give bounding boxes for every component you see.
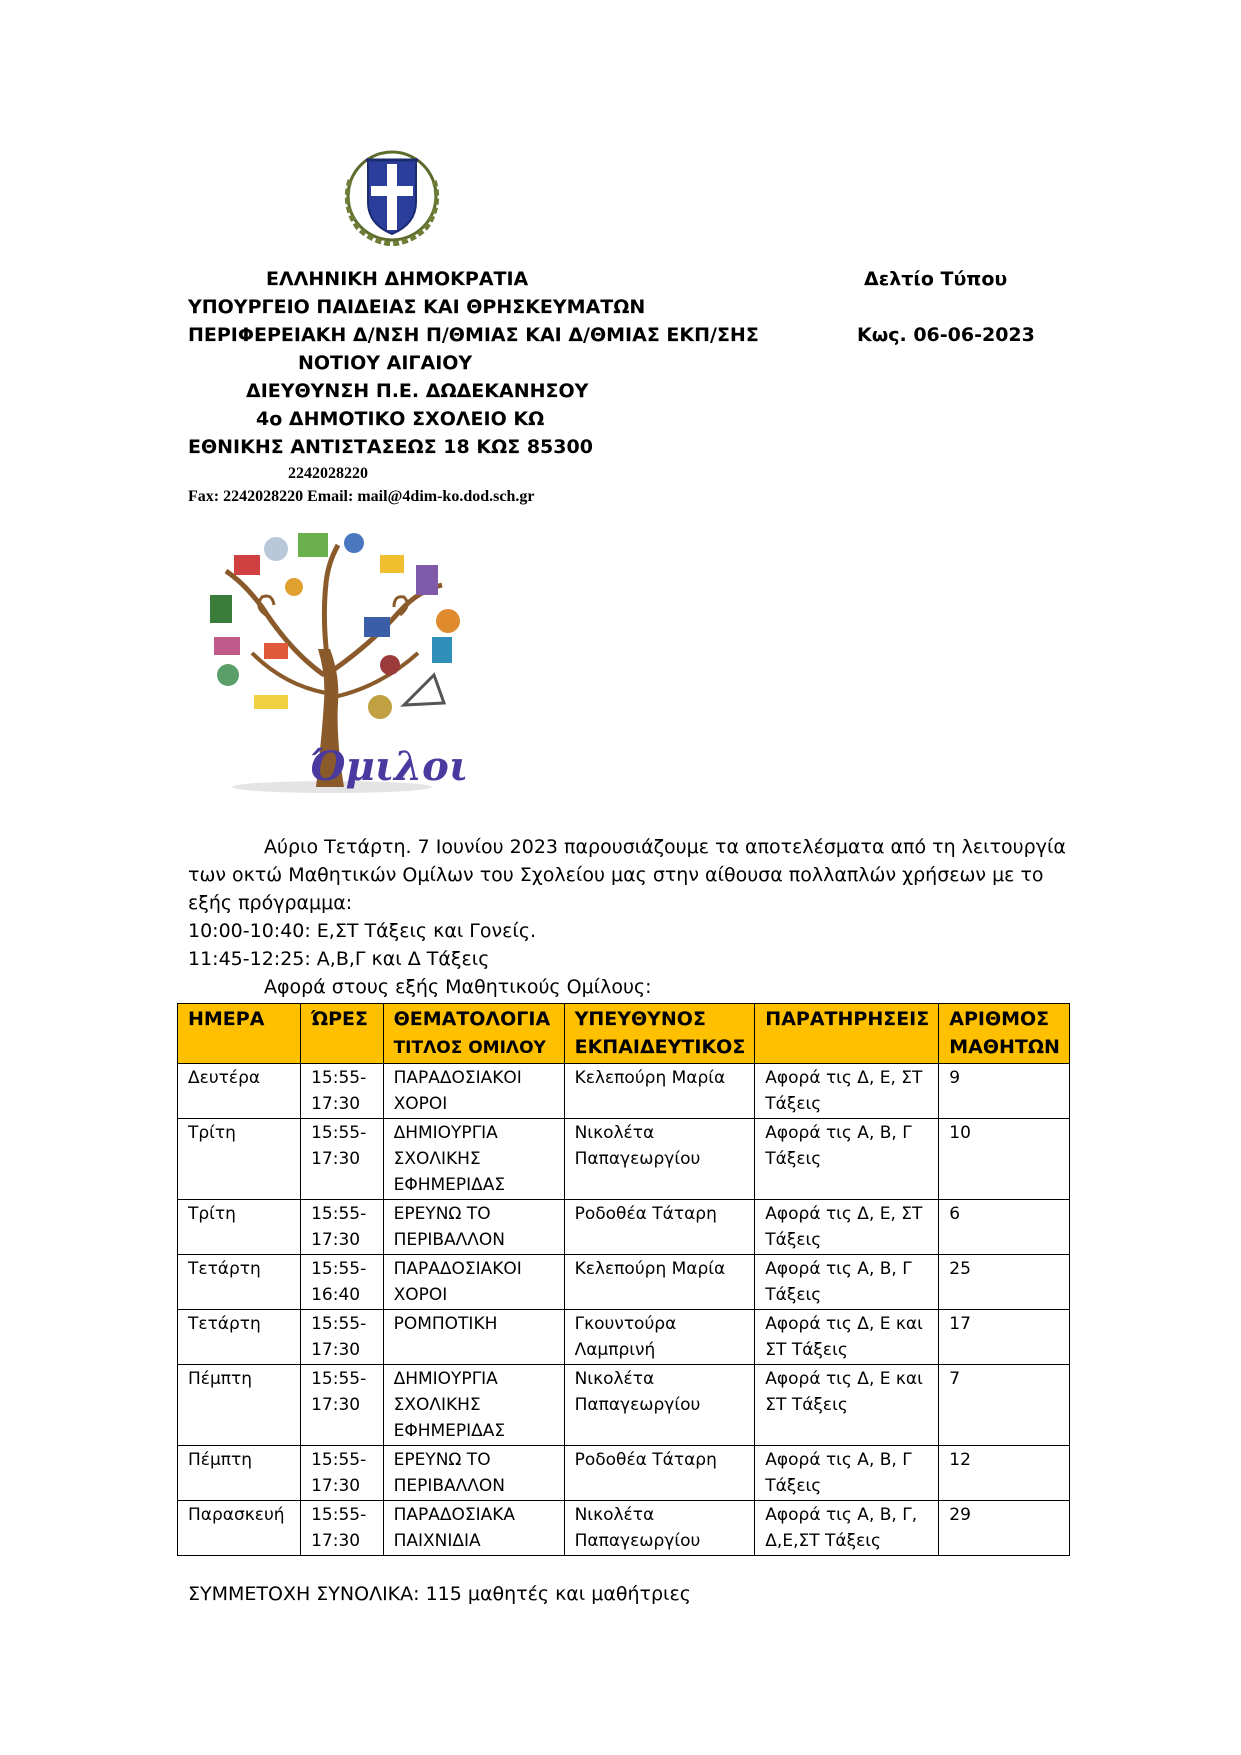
cell-day	[178, 1365, 301, 1446]
cell-topic	[383, 1064, 564, 1119]
cell-teacher	[564, 1501, 755, 1556]
header-topic-subtitle: ΤΙΤΛΟΣ ΟΜΙΛΟΥ	[393, 1038, 546, 1058]
hours-start: 15:55-	[311, 1450, 367, 1470]
table-row	[178, 1365, 1070, 1446]
cell-topic	[383, 1119, 564, 1200]
cell-count	[939, 1310, 1070, 1365]
greek-emblem-icon	[336, 150, 448, 246]
hours-end: 17:30	[311, 1094, 361, 1114]
teacher-line: Κελεπούρη Μαρία	[574, 1259, 726, 1279]
cell-count	[939, 1446, 1070, 1501]
hours-end: 17:30	[311, 1531, 361, 1551]
cell-topic	[383, 1255, 564, 1310]
topic-line: ΣΧΟΛΙΚΗΣ	[393, 1149, 481, 1169]
header-line-regional: ΠΕΡΙΦΕΡΕΙΑΚΗ Δ/ΝΣΗ Π/ΘΜΙΑΣ ΚΑΙ Δ/ΘΜΙΑΣ ΕΚΠ/ΣΗΣ	[188, 324, 759, 346]
cell-teacher	[564, 1365, 755, 1446]
header-count	[939, 1004, 1070, 1064]
intro-line-clubs: Αφορά στους εξής Μαθητικούς Ομίλους:	[264, 976, 652, 998]
cell-topic	[383, 1365, 564, 1446]
day-text: Τετάρτη	[188, 1314, 261, 1334]
cell-day	[178, 1310, 301, 1365]
cell-teacher	[564, 1064, 755, 1119]
cell-hours	[301, 1365, 383, 1446]
notes-line: Τάξεις	[765, 1285, 822, 1305]
teacher-line: Ροδοθέα Τάταρη	[574, 1204, 717, 1224]
hours-end: 16:40	[311, 1285, 361, 1305]
notes-line: Τάξεις	[765, 1149, 822, 1169]
hours-start: 15:55-	[311, 1505, 367, 1525]
topic-line: ΕΦΗΜΕΡΙΔΑΣ	[393, 1175, 506, 1195]
day-text: Πέμπτη	[188, 1369, 253, 1389]
teacher-line: Κελεπούρη Μαρία	[574, 1068, 726, 1088]
cell-count	[939, 1119, 1070, 1200]
count-text: 10	[949, 1123, 971, 1143]
cell-count	[939, 1501, 1070, 1556]
teacher-line: Λαμπρινή	[574, 1340, 656, 1360]
header-hours: ΏΡΕΣ	[301, 1004, 383, 1064]
cell-notes	[755, 1446, 939, 1501]
topic-line: ΔΗΜΙΟΥΡΓΙΑ	[393, 1123, 498, 1143]
teacher-line: Παπαγεωργίου	[574, 1395, 701, 1415]
intro-line-1: Αύριο Τετάρτη. 7 Ιουνίου 2023 παρουσιάζουμε τα αποτελέσματα από τη λειτουργία	[264, 836, 1066, 858]
header-phone: 2242028220	[288, 465, 368, 482]
header-line-school: 4ο ΔΗΜΟΤΙΚΟ ΣΧΟΛΕΙΟ ΚΩ	[256, 408, 545, 430]
cell-notes	[755, 1255, 939, 1310]
participation-summary: ΣΥΜΜΕΤΟΧΗ ΣΥΝΟΛΙΚΑ: 115 μαθητές και μαθήτριες	[188, 1583, 691, 1605]
count-text: 7	[949, 1369, 961, 1389]
header-teacher-line-1: ΥΠΕΥΘΥΝΟΣ	[574, 1008, 706, 1030]
header-line-address: ΕΘΝΙΚΗΣ ΑΝΤΙΣΤΑΣΕΩΣ 18 ΚΩΣ 85300	[188, 436, 593, 458]
teacher-line: Νικολέτα	[574, 1505, 655, 1525]
hours-start: 15:55-	[311, 1123, 367, 1143]
document-type: Δελτίο Τύπου	[864, 268, 1008, 290]
count-text: 25	[949, 1259, 971, 1279]
header-count-line-2: ΜΑΘΗΤΩΝ	[949, 1036, 1060, 1058]
day-text: Τρίτη	[188, 1123, 236, 1143]
topic-line: ΕΡΕΥΝΩ ΤΟ	[393, 1450, 491, 1470]
header-line-ministry: ΥΠΟΥΡΓΕΙΟ ΠΑΙΔΕΙΑΣ ΚΑΙ ΘΡΗΣΚΕΥΜΑΤΩΝ	[188, 296, 646, 318]
cell-hours	[301, 1255, 383, 1310]
cell-topic	[383, 1501, 564, 1556]
cell-notes	[755, 1310, 939, 1365]
hours-end: 17:30	[311, 1149, 361, 1169]
topic-line: ΡΟΜΠΟΤΙΚΗ	[393, 1314, 498, 1334]
header-teacher-line-2: ΕΚΠΑΙΔΕΥΤΙΚΟΣ	[574, 1036, 746, 1058]
hours-end: 17:30	[311, 1230, 361, 1250]
table-row	[178, 1501, 1070, 1556]
notes-line: Αφορά τις Δ, Ε και	[765, 1314, 923, 1334]
day-text: Τρίτη	[188, 1204, 236, 1224]
notes-line: Αφορά τις Α, Β, Γ	[765, 1450, 912, 1470]
table-row	[178, 1310, 1070, 1365]
notes-line: Αφορά τις Δ, Ε, ΣΤ	[765, 1204, 923, 1224]
day-text: Πέμπτη	[188, 1450, 253, 1470]
table-row	[178, 1446, 1070, 1501]
teacher-line: Παπαγεωργίου	[574, 1149, 701, 1169]
header-count-line-1: ΑΡΙΘΜΟΣ	[949, 1008, 1050, 1030]
notes-line: Αφορά τις Α, Β, Γ,	[765, 1505, 918, 1525]
teacher-line: Νικολέτα	[574, 1369, 655, 1389]
cell-day	[178, 1064, 301, 1119]
cell-notes	[755, 1064, 939, 1119]
count-text: 9	[949, 1068, 961, 1088]
cell-notes	[755, 1365, 939, 1446]
notes-line: ΣΤ Τάξεις	[765, 1340, 848, 1360]
header-line-directorate: ΔΙΕΥΘΥΝΣΗ Π.Ε. ΔΩΔΕΚΑΝΗΣΟΥ	[246, 380, 589, 402]
intro-line-2: των οκτώ Μαθητικών Ομίλων του Σχολείου μας στην αίθουσα πολλαπλών χρήσεων με το	[188, 864, 1044, 886]
topic-line: ΣΧΟΛΙΚΗΣ	[393, 1395, 481, 1415]
topic-line: ΧΟΡΟΙ	[393, 1094, 448, 1114]
cell-teacher	[564, 1119, 755, 1200]
header-topic	[383, 1004, 564, 1064]
cell-day	[178, 1200, 301, 1255]
cell-day	[178, 1501, 301, 1556]
cell-hours	[301, 1064, 383, 1119]
header-fax-email: Fax: 2242028220 Email: mail@4dim-ko.dod.sch.gr	[188, 488, 535, 505]
cell-day	[178, 1255, 301, 1310]
cell-count	[939, 1255, 1070, 1310]
day-text: Τετάρτη	[188, 1259, 261, 1279]
header-line-republic: ΕΛΛΗΝΙΚΗ ΔΗΜΟΚΡΑΤΙΑ	[266, 268, 529, 290]
count-text: 29	[949, 1505, 971, 1525]
cell-day	[178, 1446, 301, 1501]
hours-start: 15:55-	[311, 1068, 367, 1088]
day-text: Παρασκευή	[188, 1505, 285, 1525]
hours-end: 17:30	[311, 1395, 361, 1415]
hours-start: 15:55-	[311, 1259, 367, 1279]
notes-line: Τάξεις	[765, 1476, 822, 1496]
table-row	[178, 1255, 1070, 1310]
topic-line: ΕΡΕΥΝΩ ΤΟ	[393, 1204, 491, 1224]
topic-line: ΠΕΡΙΒΑΛΛΟΝ	[393, 1476, 506, 1496]
logo-caption: Όμιλοι	[310, 743, 469, 790]
topic-line: ΠΑΡΑΔΟΣΙΑΚΑ	[393, 1505, 516, 1525]
clubs-table	[177, 1003, 1070, 1556]
hours-end: 17:30	[311, 1476, 361, 1496]
topic-line: ΕΦΗΜΕΡΙΔΑΣ	[393, 1421, 506, 1441]
cell-notes	[755, 1200, 939, 1255]
notes-line: Αφορά τις Δ, Ε και	[765, 1369, 923, 1389]
header-day: ΗΜΕΡΑ	[178, 1004, 301, 1064]
notes-line: Αφορά τις Α, Β, Γ	[765, 1259, 912, 1279]
cell-topic	[383, 1446, 564, 1501]
notes-line: Τάξεις	[765, 1230, 822, 1250]
topic-line: ΠΕΡΙΒΑΛΛΟΝ	[393, 1230, 506, 1250]
cell-topic	[383, 1310, 564, 1365]
day-text: Δευτέρα	[188, 1068, 261, 1088]
cell-topic	[383, 1200, 564, 1255]
notes-line: Αφορά τις Α, Β, Γ	[765, 1123, 912, 1143]
table-header-row	[178, 1004, 1070, 1064]
schedule-line-1: 10:00-10:40: Ε,ΣΤ Τάξεις και Γονείς.	[188, 920, 537, 942]
cell-hours	[301, 1446, 383, 1501]
hours-end: 17:30	[311, 1340, 361, 1360]
cell-count	[939, 1064, 1070, 1119]
document-date: Κως. 06-06-2023	[857, 324, 1035, 346]
cell-hours	[301, 1310, 383, 1365]
count-text: 12	[949, 1450, 971, 1470]
cell-teacher	[564, 1200, 755, 1255]
table-row	[178, 1119, 1070, 1200]
topic-line: ΧΟΡΟΙ	[393, 1285, 448, 1305]
notes-line: Αφορά τις Δ, Ε, ΣΤ	[765, 1068, 923, 1088]
omiloi-logo	[204, 525, 484, 797]
header-line-region: ΝΟΤΙΟΥ ΑΙΓΑΙΟΥ	[298, 352, 473, 374]
cell-teacher	[564, 1255, 755, 1310]
table-row	[178, 1200, 1070, 1255]
count-text: 17	[949, 1314, 971, 1334]
notes-line: ΣΤ Τάξεις	[765, 1395, 848, 1415]
cell-notes	[755, 1119, 939, 1200]
notes-line: Δ,Ε,ΣΤ Τάξεις	[765, 1531, 881, 1551]
cell-hours	[301, 1200, 383, 1255]
header-notes: ΠΑΡΑΤΗΡΗΣΕΙΣ	[755, 1004, 939, 1064]
cell-count	[939, 1200, 1070, 1255]
cell-day	[178, 1119, 301, 1200]
topic-line: ΠΑΡΑΔΟΣΙΑΚΟΙ	[393, 1259, 522, 1279]
cell-hours	[301, 1501, 383, 1556]
topic-line: ΔΗΜΙΟΥΡΓΙΑ	[393, 1369, 498, 1389]
cell-teacher	[564, 1310, 755, 1365]
teacher-line: Νικολέτα	[574, 1123, 655, 1143]
teacher-line: Γκουντούρα	[574, 1314, 677, 1334]
table-row	[178, 1064, 1070, 1119]
hours-start: 15:55-	[311, 1314, 367, 1334]
teacher-line: Ροδοθέα Τάταρη	[574, 1450, 717, 1470]
schedule-line-2: 11:45-12:25: Α,Β,Γ και Δ Τάξεις	[188, 948, 490, 970]
header-teacher	[564, 1004, 755, 1064]
topic-line: ΠΑΡΑΔΟΣΙΑΚΟΙ	[393, 1068, 522, 1088]
hours-start: 15:55-	[311, 1369, 367, 1389]
notes-line: Τάξεις	[765, 1094, 822, 1114]
cell-notes	[755, 1501, 939, 1556]
hours-start: 15:55-	[311, 1204, 367, 1224]
cell-hours	[301, 1119, 383, 1200]
count-text: 6	[949, 1204, 961, 1224]
intro-line-3: εξής πρόγραμμα:	[188, 892, 353, 914]
cell-count	[939, 1365, 1070, 1446]
cell-teacher	[564, 1446, 755, 1501]
header-topic-title: ΘΕΜΑΤΟΛΟΓΙΑ	[393, 1008, 551, 1030]
teacher-line: Παπαγεωργίου	[574, 1531, 701, 1551]
topic-line: ΠΑΙΧΝΙΔΙΑ	[393, 1531, 481, 1551]
